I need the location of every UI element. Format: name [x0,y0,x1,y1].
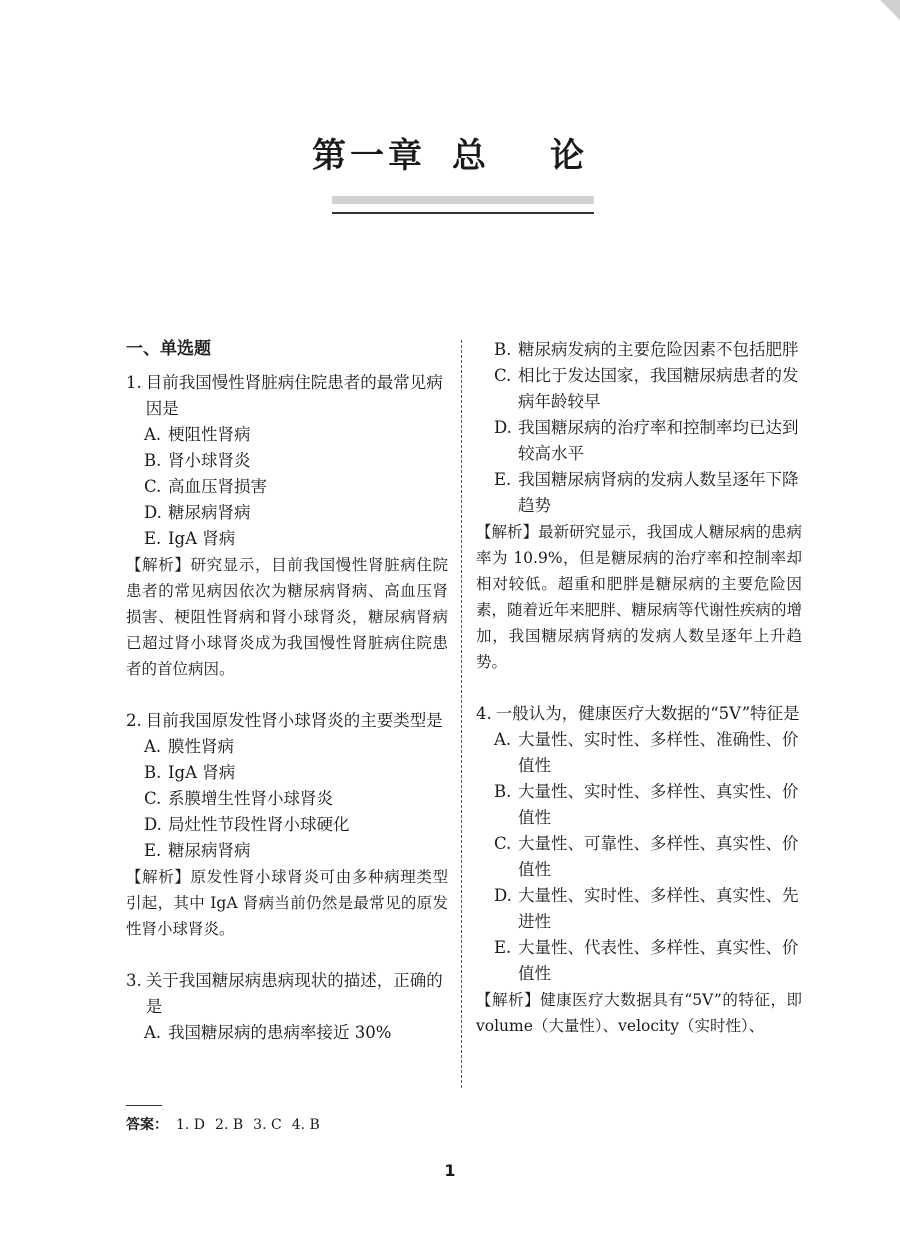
chapter-number: 第一章 [312,136,426,176]
option [126,500,448,526]
option-text: 大量性、实时性、多样性、真实性、价值性 [518,782,799,827]
question-stem: 一般认为，健康医疗大数据的“5V”特征是 [495,704,800,723]
option-text: 糖尿病发病的主要危险因素不包括肥胖 [518,340,799,359]
option [476,727,802,779]
chapter-word-2: 论 [550,136,588,176]
option-label: B. [144,763,162,782]
answer-item: 1. D [176,1117,206,1133]
option-label: A. [144,737,162,756]
analysis [126,864,448,942]
option-label: A. [144,425,162,444]
option-text: 我国糖尿病肾病的发病人数呈逐年下降趋势 [518,470,799,515]
analysis [476,519,802,675]
option-text: 我国糖尿病的患病率接近 30% [168,1023,392,1042]
page-number: 1 [444,1161,456,1180]
question-stem: 目前我国慢性肾脏病住院患者的最常见病因是 [145,373,443,418]
option [476,363,802,415]
chapter-word-1: 总 [452,136,490,176]
question-number: 1. [126,373,142,392]
option-text: 大量性、代表性、多样性、真实性、价值性 [518,938,799,983]
option-label: B. [144,451,162,470]
title-rule-thick [332,196,594,204]
column-divider [461,340,462,1088]
answer-rule [126,1105,162,1106]
page-corner-mark [880,0,900,20]
analysis-tag: 【解析】 [476,523,539,541]
option [126,786,448,812]
option-text: 膜性肾病 [168,737,234,756]
title-rule-thin [332,212,594,214]
option-label: B. [494,782,512,801]
analysis [126,552,448,682]
option [476,467,802,519]
question-2 [126,708,448,942]
option [126,526,448,552]
answer-key [126,1114,330,1134]
option-label: E. [494,470,512,489]
question-number: 4. [476,704,492,723]
question-stem: 目前我国原发性肾小球肾炎的主要类型是 [145,711,443,730]
option-text: 大量性、实时性、多样性、真实性、先进性 [518,886,799,931]
option [476,883,802,935]
option-text: 肾小球肾炎 [168,451,251,470]
option-text: 相比于发达国家，我国糖尿病患者的发病年龄较早 [518,366,799,411]
option [126,734,448,760]
option-label: C. [144,477,162,496]
option [126,474,448,500]
option-label: E. [144,841,162,860]
option-text: 糖尿病肾病 [168,841,251,860]
option [126,838,448,864]
answer-item: 4. B [291,1117,320,1133]
question-3 [126,968,448,1046]
option-label: C. [144,789,162,808]
option-label: A. [144,1023,162,1042]
option-label: C. [494,366,512,385]
option-text: 系膜增生性肾小球肾炎 [168,789,333,808]
left-column [126,336,448,1046]
option [126,812,448,838]
option-text: 大量性、实时性、多样性、准确性、价值性 [518,730,799,775]
analysis-text: 研究显示，目前我国慢性肾脏病住院患者的常见病因依次为糖尿病肾病、高血压肾损害、梗阻性肾病和肾小球肾炎，糖尿病肾病已超过肾小球肾炎成为我国慢性肾脏病住院患者的首位病因。 [126,556,448,678]
option-text: 大量性、可靠性、多样性、真实性、价值性 [518,834,799,879]
chapter-title [0,128,900,177]
option [476,935,802,987]
option-text: 糖尿病肾病 [168,503,251,522]
analysis-text: 原发性肾小球肾炎可由多种病理类型引起，其中 IgA 肾病当前仍然是最常见的原发性肾小球肾炎。 [126,868,448,938]
question-stem: 关于我国糖尿病患病现状的描述，正确的是 [145,971,443,1016]
option [126,448,448,474]
option-label: C. [494,834,512,853]
option [476,779,802,831]
option-label: D. [144,503,162,522]
option-label: E. [494,938,512,957]
option [476,831,802,883]
option-text: 梗阻性肾病 [168,425,251,444]
analysis [476,987,802,1039]
option-text: IgA 肾病 [168,529,236,548]
option-label: D. [494,886,512,905]
analysis-text: 最新研究显示，我国成人糖尿病的患病率为 10.9%，但是糖尿病的治疗率和控制率却相对较低。超重和肥胖是糖尿病的主要危险因素，随着近年来肥胖、糖尿病等代谢性疾病的增加，我国糖尿病肾病的发病人数呈逐年上升趋势。 [476,523,802,671]
option [476,337,802,363]
answer-item: 3. C [253,1117,282,1133]
analysis-tag: 【解析】 [126,556,191,574]
answer-label: 答案： [126,1117,168,1133]
question-number: 3. [126,971,142,990]
option-text: 我国糖尿病的治疗率和控制率均已达到较高水平 [518,418,799,463]
option-label: B. [494,340,512,359]
option-text: 高血压肾损害 [168,477,267,496]
question-number: 2. [126,711,142,730]
analysis-text: 健康医疗大数据具有“5V”的特征，即 volume（大量性）、velocity（实时性）、 [476,991,802,1035]
option-label: A. [494,730,512,749]
option [126,422,448,448]
right-column [476,337,802,1039]
option [126,1020,448,1046]
option-label: D. [144,815,162,834]
analysis-tag: 【解析】 [476,991,541,1009]
option-label: D. [494,418,512,437]
option-text: 局灶性节段性肾小球硬化 [168,815,350,834]
analysis-tag: 【解析】 [126,868,191,886]
option [126,760,448,786]
option-label: E. [144,529,162,548]
answer-item: 2. B [215,1117,244,1133]
question-1 [126,370,448,682]
section-title: 一、单选题 [126,339,211,359]
option [476,415,802,467]
question-4 [476,701,802,1039]
option-text: IgA 肾病 [168,763,236,782]
